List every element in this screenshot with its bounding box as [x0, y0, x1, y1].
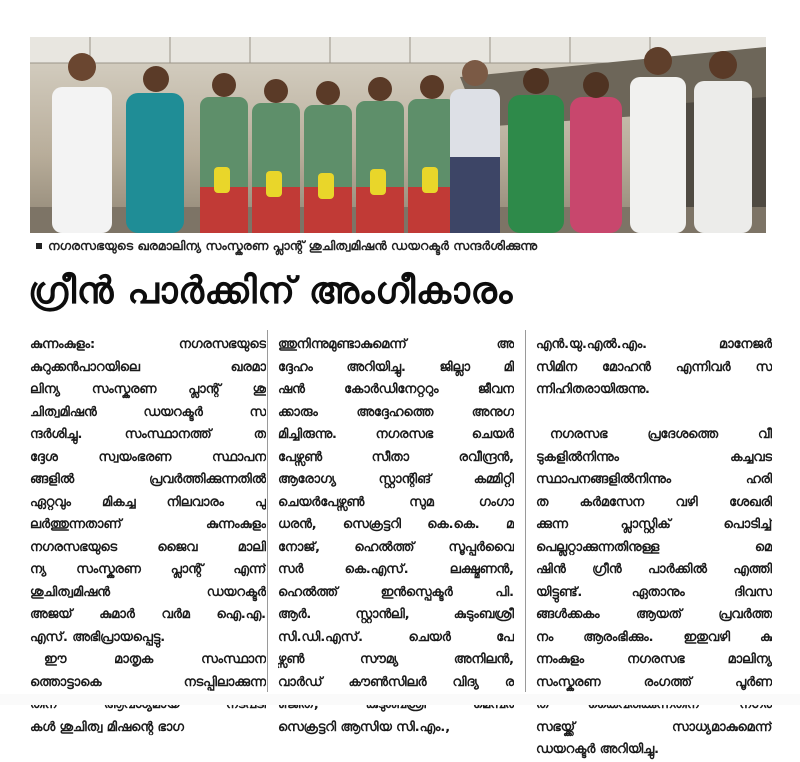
- article-headline: ഗ്രീൻ പാർക്കിന് അംഗീകാരം: [28, 269, 513, 312]
- article-line: സിമിന മോഹൻ എന്നിവർ സ: [536, 359, 772, 375]
- article-line: ആരോഗ്യ സ്റ്റാന്റിങ് കമ്മിറ്റി: [278, 472, 514, 487]
- column-divider: [267, 330, 268, 692]
- article-line: ശുചിത്വമിഷൻ ഡയറക്ടർ: [30, 584, 266, 600]
- article-line: ങ്ങളിൽ പ്രവർത്തിക്കുന്നതിൽ: [30, 472, 266, 487]
- article-line: കുറുക്കൻപാറയിലെ ഖരമാ: [30, 359, 266, 375]
- article-column-2: [278, 334, 514, 739]
- article-line: പേഴ്സൺ സീതാ രവീന്ദ്രൻ,: [278, 449, 514, 465]
- article-line: ക്കുന്ന പ്ലാസ്റ്റിക് പൊടിച്ച്: [536, 517, 772, 532]
- article-line: മിച്ചിരുന്നു. നഗരസഭ ചെയർ: [278, 427, 514, 442]
- article-line: കുന്നംകുളം: നഗരസഭയുടെ: [30, 337, 266, 352]
- article-line: സെക്രട്ടറി ആസിയ സി.എം.,: [278, 719, 451, 735]
- article-line: ഷൻ കോർഡിനേറ്ററും ജീവന: [278, 382, 514, 397]
- column-divider: [525, 330, 526, 692]
- article-line: എസ്. അഭിപ്രായപ്പെട്ടു.: [30, 629, 166, 645]
- article-line: ഴ്സൺ സൗമ്യ അനിലൻ,: [278, 652, 514, 667]
- photo-caption-text: നഗരസഭയുടെ ഖരമാലിന്യ സംസ്കരണ പ്ലാന്റ് ശുചിത്വമിഷൻ ഡയറക്ടർ സന്ദർശിക്കുന്നു: [48, 238, 538, 253]
- article-line: നം ആരംഭിക്കും. ഇതുവഴി കു: [536, 629, 772, 645]
- article-line: ലിന്യ സംസ്കരണ പ്ലാന്റ് ശു: [30, 382, 266, 397]
- article-line: ത്തുനിന്നുമുണ്ടാകുമെന്ന് അ: [278, 337, 514, 352]
- article-line: [536, 402, 772, 425]
- article-column-1: [30, 334, 266, 739]
- article-line: ന്ദർശിച്ചു. സംസ്ഥാനത്ത് ത: [30, 427, 266, 442]
- article-line: വാർഡ് കൗൺസിലർ വിദ്യ ര: [278, 674, 514, 690]
- article-line: ദ്ദേഹം അറിയിച്ചു. ജില്ലാ മി: [278, 359, 514, 375]
- article-line: കൾ ശുചിത്വ മിഷന്റെ ഭാഗ: [30, 719, 184, 735]
- article-line: സ്ഥാപനങ്ങളിൽനിന്നും ഹരി: [536, 472, 772, 487]
- article-line: ന്നംകുളം നഗരസഭ മാലിന്യ: [536, 652, 772, 667]
- article-line: ഡയറക്ടർ അറിയിച്ചു.: [536, 742, 659, 757]
- news-photo: [30, 37, 766, 233]
- article-line: ചിത്വമിഷൻ ഡയറക്ടർ സ: [30, 404, 266, 420]
- article-line: അജയ് കുമാർ വർമ ഐ.എ.: [30, 607, 266, 622]
- article-line: ത കർമസേന വഴി ശേഖരി: [536, 494, 772, 510]
- article-line: ങ്ങൾക്കകം ആയത് പ്രവർത്ത: [536, 607, 772, 622]
- article-line: യിട്ടുണ്ട്. ഏതാനും ദിവസ: [536, 584, 772, 600]
- article-line: സഭയ്ക്ക് സാധ്യമാകുമെന്ന്: [536, 719, 772, 735]
- news-photo-graphic: [30, 37, 766, 233]
- article-line: ക്കാരും അദ്ദേഹത്തെ അനുഗ: [278, 404, 514, 420]
- article-line: ന്യ സംസ്കരണ പ്ലാന്റ് എന്ന്: [30, 562, 266, 577]
- article-line: ചെയർപേഴ്സൺ സുമ ഗംഗാ: [278, 494, 514, 510]
- article-line: എൻ.യു.എൽ.എം. മാനേജർ: [536, 337, 772, 352]
- article-line: ഈ മാതൃക സംസ്ഥാന: [44, 652, 266, 667]
- article-line: നഗരസഭ പ്രദേശത്തെ വീ: [550, 427, 772, 442]
- article-line: ത്തൊട്ടാകെ നടപ്പിലാക്കുന്ന: [30, 674, 266, 690]
- article-line: ഏറ്റവും മികച്ച നിലവാരം പു: [30, 494, 266, 510]
- page-edge: [0, 694, 800, 705]
- article-line: സി.ഡി.എസ്. ചെയർ പേ: [278, 629, 514, 645]
- article-line: ടുകളിൽനിന്നും കച്ചവട: [536, 449, 772, 465]
- article-line: ധരൻ, സെക്രട്ടറി കെ.കെ. മ: [278, 517, 514, 532]
- article-line: ലർത്തുന്നതാണ് കുന്നംകുളം: [30, 517, 266, 532]
- article-line: ദ്ദേശ സ്വയംഭരണ സ്ഥാപന: [30, 449, 266, 465]
- article-line: ഹെൽത്ത് ഇൻസ്പെക്ടർ പി.: [278, 584, 514, 600]
- article-line: നഗരസഭയുടെ ജൈവ മാലി: [30, 539, 266, 555]
- article-line: ആർ. സ്റ്റാൻലി, കുടുംബശ്രീ: [278, 607, 514, 622]
- article-line: ഷിൻ ഗ്രീൻ പാർക്കിൽ എത്തി: [536, 562, 772, 577]
- article-line: സംസ്കരണ രംഗത്ത് പൂർണ: [536, 674, 772, 690]
- article-line: ന്നിഹിതരായിരുന്നു.: [536, 382, 650, 397]
- caption-bullet-icon: [36, 243, 42, 249]
- article-line: സർ കെ.എസ്. ലക്ഷ്മണൻ,: [278, 562, 514, 577]
- article-line: നോജ്, ഹെൽത്ത് സൂപ്പർവൈ: [278, 539, 514, 555]
- article-line: പെല്ലറ്റാക്കുന്നതിനുള്ള മെ: [536, 539, 772, 555]
- photo-caption: [30, 237, 770, 255]
